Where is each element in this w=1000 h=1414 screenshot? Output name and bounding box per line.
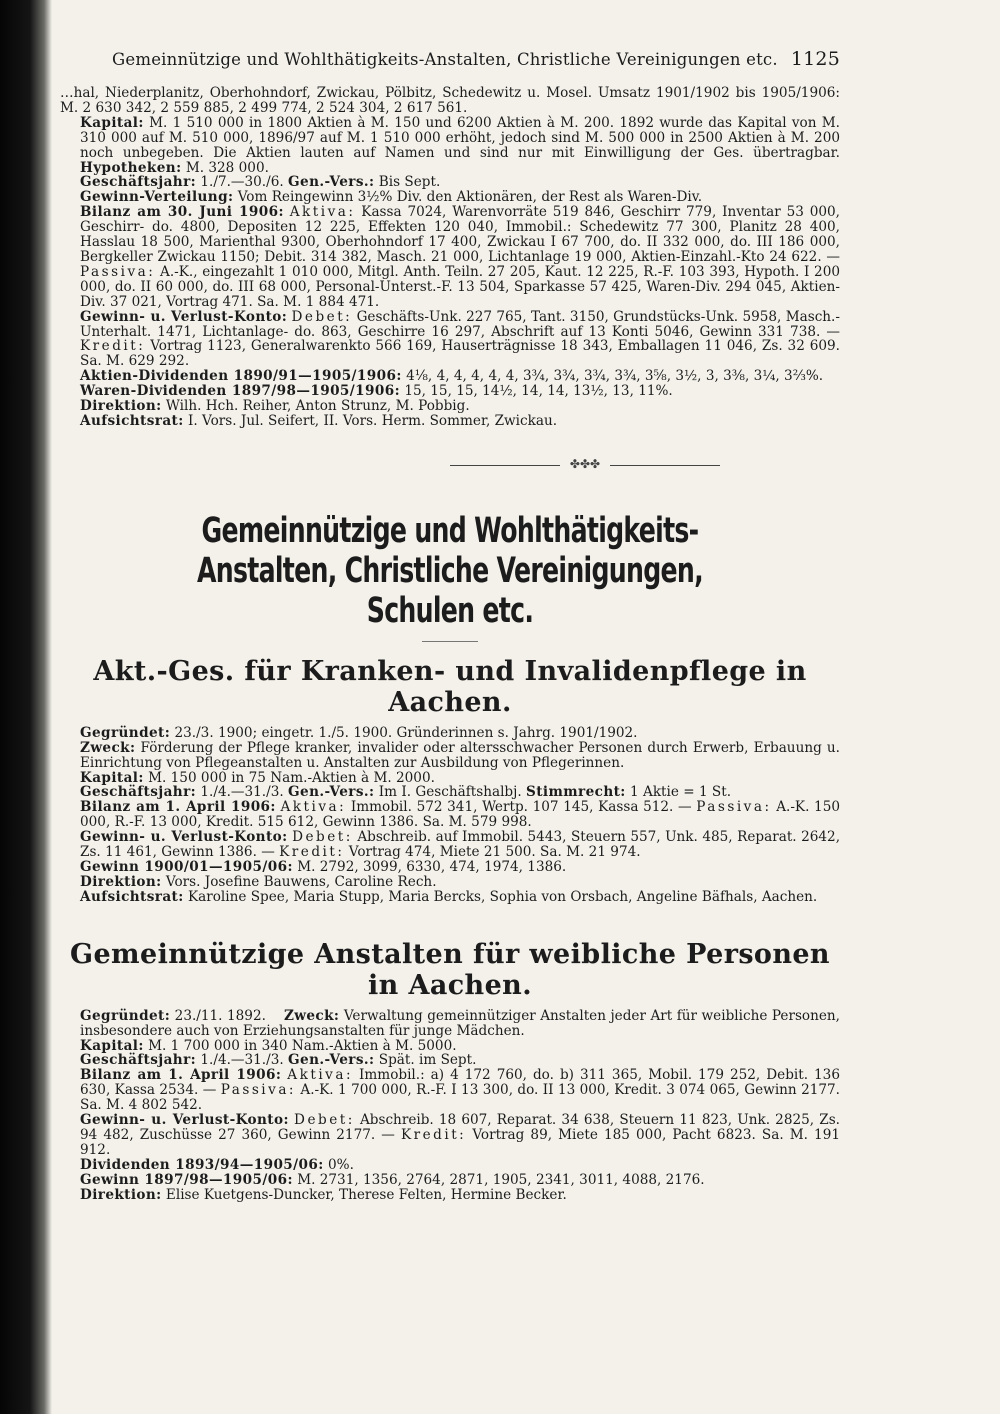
balance-sheet-paragraph: Bilanz am 1. April 1906: Aktiva: Immobil. 572 341, Wertp. 107 145, Kassa 512. — Passiva: A.-K. 150 000, R.-F. 13 000, Kredit. 515 612, Gewinn 1386. Sa. M. 579 998.: [80, 799, 841, 831]
fiscal-year-line: Geschäftsjahr: 1./7.—30./6. Gen.-Vers.: Bis Sept.: [80, 174, 441, 191]
previous-entry-continuation: [60, 86, 840, 429]
fiscal-year-line: Geschäftsjahr: 1./4.—31./3. Gen.-Vers.: Spät. im Sept.: [80, 1052, 477, 1069]
profit-loss-paragraph: Gewinn- u. Verlust-Konto: Debet: Geschäfts-Unk. 227 765, Tant. 3150, Grundstücks-Unk. 5958, Masch.-Unterhalt. 1471, Lichtanlage- do. 863, Geschirre 16 297, Abschrift auf 13 Konti 5046, Gewinn 331 738. — Kredit: Vortrag 1123, Generalwarenkto 566 169, Hauserträgnisse 18 343, Emballagen 11 046, Zs. 32 609. Sa. M. 629 292.: [80, 308, 841, 370]
capital-paragraph: Kapital: M. 1 510 000 in 1800 Aktien à M. 150 und 6200 Aktien à M. 200. 1892 wurde das Kapital von M. 310 000 auf M. 510 000, 1896/97 auf M. 1 510 000 erhöht, jedoch sind M. 500 000 in 2500 Aktien à M. 200 noch unbegeben. Die Aktien lauten auf Namen und sind nur mit Einwilligung der Ges. übertragbar. Hypotheken: M. 328 000.: [80, 114, 841, 176]
balance-sheet-paragraph: Bilanz am 30. Juni 1906: Aktiva: Kassa 7024, Warenvorräte 519 846, Geschirr 779, Inventar 53 000, Geschirr- do. 4800, Depositen 12 225, Effekten 120 040, Immobil.: Schedewitz 77 300, Planitz 28 400, Hasslau 18 500, Marienthal 9300, Oberhohndorf 17 400, Zwickau I 67 700, do. II 332 000, do. III 186 000, Bergkeller Zwickau 1150; Debit. 314 382, Masch. 21 000, Lichtanlage 19 000, Aktien-Einzahl.-Kto 24 622. — Passiva: A.-K., eingezahlt 1 010 000, Mitgl. Anth. Teiln. 27 205, Kaut. 12 225, R.-F. 103 393, Hypoth. I 200 000, do. II 60 000, do. III 68 000, Personal-Unterst.-F. 13 504, Sparkasse 57 425, Waren-Div. 294 045, Aktien-Div. 37 021, Vortrag 471. Sa. M. 1 884 471.: [80, 204, 840, 310]
goods-dividends-line: Waren-Dividenden 1897/98—1905/1906: 15, 15, 15, 14½, 14, 14, 13½, 13, 11%.: [80, 383, 673, 400]
purpose-line: Zweck: Förderung der Pflege kranker, invalider oder altersschwacher Personen durch Erwerb, Erbauung u. Einrichtung von Pflegeanstalten u. Anstalten zur Ausbildung von Pflegerinnen.: [80, 739, 840, 771]
page-body: [60, 48, 840, 1203]
capital-line: Kapital: M. 1 700 000 in 340 Nam.-Aktien à M. 5000.: [80, 1037, 457, 1054]
directors-line: Direktion: Vors. Josefine Bauwens, Caroline Rech.: [80, 873, 437, 890]
directors-line: Direktion: Elise Kuetgens-Duncker, Therese Felten, Hermine Becker.: [80, 1186, 567, 1203]
founded-line: Gegründet: 23./3. 1900; eingetr. 1./5. 1900. Gründerinnen s. Jahrg. 1901/1902.: [80, 724, 638, 741]
running-header: [112, 48, 840, 70]
capital-line: Kapital: M. 150 000 in 75 Nam.-Aktien à M. 2000.: [80, 769, 435, 786]
dividends-line: Dividenden 1893/94—1905/06: 0%.: [80, 1156, 354, 1173]
profit-history-line: Gewinn 1900/01—1905/06: M. 2792, 3099, 6330, 474, 1974, 1386.: [80, 859, 567, 875]
founded-purpose-paragraph: Gegründet: 23./11. 1892. Zweck: Verwaltung gemeinnütziger Anstalten jeder Art für weibliche Personen, insbesondere auch von Erziehungsanstalten für junge Mädchen.: [80, 1007, 840, 1039]
profit-history-line: Gewinn 1897/98—1905/06: M. 2731, 1356, 2764, 2871, 1905, 2341, 3011, 4088, 2176.: [80, 1171, 705, 1188]
page-number: 1125: [790, 48, 840, 70]
balance-sheet-paragraph: Bilanz am 1. April 1906: Aktiva: Immobil.: a) 4 172 760, do. b) 311 365, Mobil. 179 252, Debit. 136 630, Kassa 2534. — Passiva: A.-K. 1 700 000, R.-F. I 13 300, do. II 13 000, Kredit. 3 074 065, Gewinn 2177. Sa. M. 4 802 542.: [80, 1067, 840, 1114]
title-rule: [422, 641, 478, 642]
scan-binding-edge: [0, 0, 52, 1414]
fiscal-year-line: Geschäftsjahr: 1./4.—31./3. Gen.-Vers.: Im I. Geschäftshalbj. Stimmrecht: 1 Aktie = 1 St.: [80, 784, 732, 801]
supervisory-board-line: Aufsichtsrat: I. Vors. Jul. Seifert, II. Vors. Herm. Sommer, Zwickau.: [80, 412, 558, 429]
profit-loss-paragraph: Gewinn- u. Verlust-Konto: Debet: Abschreib. auf Immobil. 5443, Steuern 557, Unk. 485, Reparat. 2642, Zs. 11 461, Gewinn 1386. — Kredit: Vortrag 474, Miete 21 500. Sa. M. 21 974.: [80, 829, 841, 861]
profit-loss-paragraph: Gewinn- u. Verlust-Konto: Debet: Abschreib. 18 607, Reparat. 34 638, Steuern 11 823, Unk. 2825, Zs. 94 482, Zuschüsse 27 360, Gewinn 2177. — Kredit: Vortrag 89, Miete 185 000, Pacht 6823. Sa. M. 191 912.: [80, 1112, 840, 1158]
supervisory-board-line: Aufsichtsrat: Karoline Spee, Maria Stupp, Maria Bercks, Sophia von Orsbach, Angeline Bäfhals, Aachen.: [80, 888, 818, 905]
section-title: Gemeinnützige und Wohlthätigkeits-Anstalten, Christliche Vereinigungen, Schulen etc.: [196, 510, 704, 631]
share-dividends-line: Aktien-Dividenden 1890/91—1905/1906: 4⅛, 4, 4, 4, 4, 4, 3¾, 3¾, 3¾, 3¾, 3⅝, 3½, 3, 3⅜, 3¼, 3⅔%.: [80, 368, 824, 385]
running-title: Gemeinnützige und Wohlthätigkeits-Anstalten, Christliche Vereinigungen etc.: [112, 50, 778, 69]
entry-paragraph: …hal, Niederplanitz, Oberhohndorf, Zwickau, Pölbitz, Schedewitz u. Mosel. Umsatz 1901/1902 bis 1905/1906: M. 2 630 342, 2 559 885, 2 499 774, 2 524 304, 2 617 561.: [60, 85, 840, 116]
company-entry-kranken-invalidenpflege: [60, 656, 840, 905]
company-title: Gemeinnützige Anstalten für weibliche Personen in Aachen.: [70, 938, 830, 1001]
directors-line: Direktion: Wilh. Hch. Reiher, Anton Strunz, M. Pobbig.: [80, 398, 470, 415]
profit-distribution-line: Gewinn-Verteilung: Vom Reingewinn 3½% Div. den Aktionären, der Rest als Waren-Div.: [80, 189, 703, 206]
company-title: Akt.-Ges. für Kranken- und Invalidenpflege in Aachen.: [93, 655, 807, 718]
section-ornament: ✤✤✤: [200, 459, 840, 471]
company-entry-weibliche-personen: [60, 939, 840, 1203]
